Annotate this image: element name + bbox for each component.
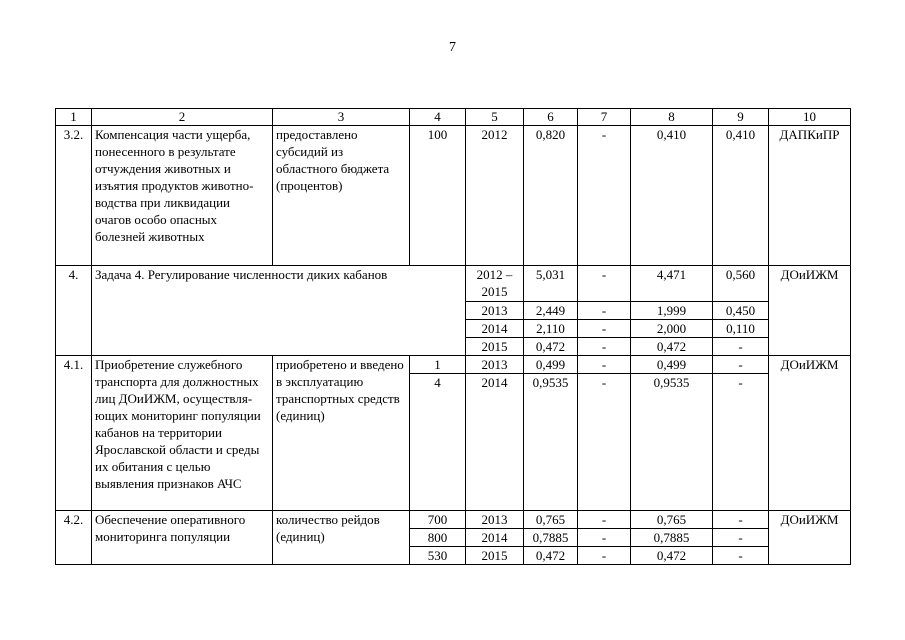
year-cell: 2013 <box>466 302 524 320</box>
regional-cell: 0,765 <box>631 511 713 529</box>
regional-cell: 0,472 <box>631 547 713 565</box>
executor-cell: ДАПКиПР <box>769 126 851 266</box>
total-cell: 2,110 <box>524 320 578 338</box>
row-number: 4.1. <box>56 356 92 511</box>
federal-cell: - <box>578 547 631 565</box>
federal-cell: - <box>578 511 631 529</box>
table-row <box>56 356 851 374</box>
total-cell: 5,031 <box>524 266 578 302</box>
program-table <box>55 108 851 565</box>
table-row <box>56 126 851 266</box>
header-cell: 4 <box>410 109 466 126</box>
header-cell: 6 <box>524 109 578 126</box>
indicator-name: предоставлено субсидий из областного бюджета (процентов) <box>273 126 410 266</box>
other-cell: - <box>713 511 769 529</box>
other-cell: - <box>713 338 769 356</box>
regional-cell: 0,7885 <box>631 529 713 547</box>
measure-name: Компенсация части ущерба, понесенного в результате отчуждения животных и изъятия продуктов животно-водства при ликвидации очагов особо опасных болезней животных <box>92 126 273 266</box>
table-row <box>56 511 851 529</box>
total-cell: 0,472 <box>524 547 578 565</box>
other-cell: 0,560 <box>713 266 769 302</box>
federal-cell: - <box>578 338 631 356</box>
federal-cell: - <box>578 529 631 547</box>
indicator-value: 800 <box>410 529 466 547</box>
other-cell: - <box>713 547 769 565</box>
federal-cell: - <box>578 374 631 511</box>
regional-cell: 0,410 <box>631 126 713 266</box>
page-number: 7 <box>449 40 456 55</box>
task-name: Задача 4. Регулирование численности диких кабанов <box>92 266 466 356</box>
header-row <box>56 109 851 126</box>
year-cell: 2012 <box>466 126 524 266</box>
other-cell: 0,410 <box>713 126 769 266</box>
federal-cell: - <box>578 126 631 266</box>
indicator-value: 100 <box>410 126 466 266</box>
executor-cell: ДОиИЖМ <box>769 266 851 356</box>
year-cell: 2015 <box>466 338 524 356</box>
header-cell: 9 <box>713 109 769 126</box>
federal-cell: - <box>578 356 631 374</box>
federal-cell: - <box>578 266 631 302</box>
year-cell: 2013 <box>466 511 524 529</box>
indicator-name: приобретено и введено в эксплуатацию транспортных средств (единиц) <box>273 356 410 511</box>
total-cell: 2,449 <box>524 302 578 320</box>
indicator-value: 1 <box>410 356 466 374</box>
other-cell: 0,110 <box>713 320 769 338</box>
total-cell: 0,820 <box>524 126 578 266</box>
indicator-name: количество рейдов (единиц) <box>273 511 410 565</box>
indicator-value: 4 <box>410 374 466 511</box>
row-number: 4. <box>56 266 92 356</box>
regional-cell: 4,471 <box>631 266 713 302</box>
other-cell: - <box>713 529 769 547</box>
regional-cell: 1,999 <box>631 302 713 320</box>
row-number: 3.2. <box>56 126 92 266</box>
row-number: 4.2. <box>56 511 92 565</box>
header-cell: 10 <box>769 109 851 126</box>
year-cell: 2014 <box>466 320 524 338</box>
header-cell: 1 <box>56 109 92 126</box>
total-cell: 0,499 <box>524 356 578 374</box>
total-cell: 0,9535 <box>524 374 578 511</box>
federal-cell: - <box>578 302 631 320</box>
header-cell: 2 <box>92 109 273 126</box>
year-cell: 2012 – 2015 <box>466 266 524 302</box>
other-cell: - <box>713 374 769 511</box>
table-row <box>56 266 851 302</box>
measure-name: Приобретение служебного транспорта для должностных лиц ДОиИЖМ, осуществля-ющих мониторинг популяции кабанов на территории Ярославской области и среды их обитания с целью выявления признаков АЧС <box>92 356 273 511</box>
regional-cell: 0,499 <box>631 356 713 374</box>
total-cell: 0,472 <box>524 338 578 356</box>
header-cell: 5 <box>466 109 524 126</box>
executor-cell: ДОиИЖМ <box>769 511 851 565</box>
year-cell: 2014 <box>466 529 524 547</box>
year-cell: 2014 <box>466 374 524 511</box>
indicator-value: 700 <box>410 511 466 529</box>
header-cell: 3 <box>273 109 410 126</box>
total-cell: 0,765 <box>524 511 578 529</box>
year-cell: 2013 <box>466 356 524 374</box>
regional-cell: 0,472 <box>631 338 713 356</box>
federal-cell: - <box>578 320 631 338</box>
header-cell: 8 <box>631 109 713 126</box>
year-cell: 2015 <box>466 547 524 565</box>
executor-cell: ДОиИЖМ <box>769 356 851 511</box>
regional-cell: 2,000 <box>631 320 713 338</box>
measure-name: Обеспечение оперативного мониторинга популяции <box>92 511 273 565</box>
other-cell: - <box>713 356 769 374</box>
indicator-value: 530 <box>410 547 466 565</box>
header-cell: 7 <box>578 109 631 126</box>
other-cell: 0,450 <box>713 302 769 320</box>
total-cell: 0,7885 <box>524 529 578 547</box>
regional-cell: 0,9535 <box>631 374 713 511</box>
